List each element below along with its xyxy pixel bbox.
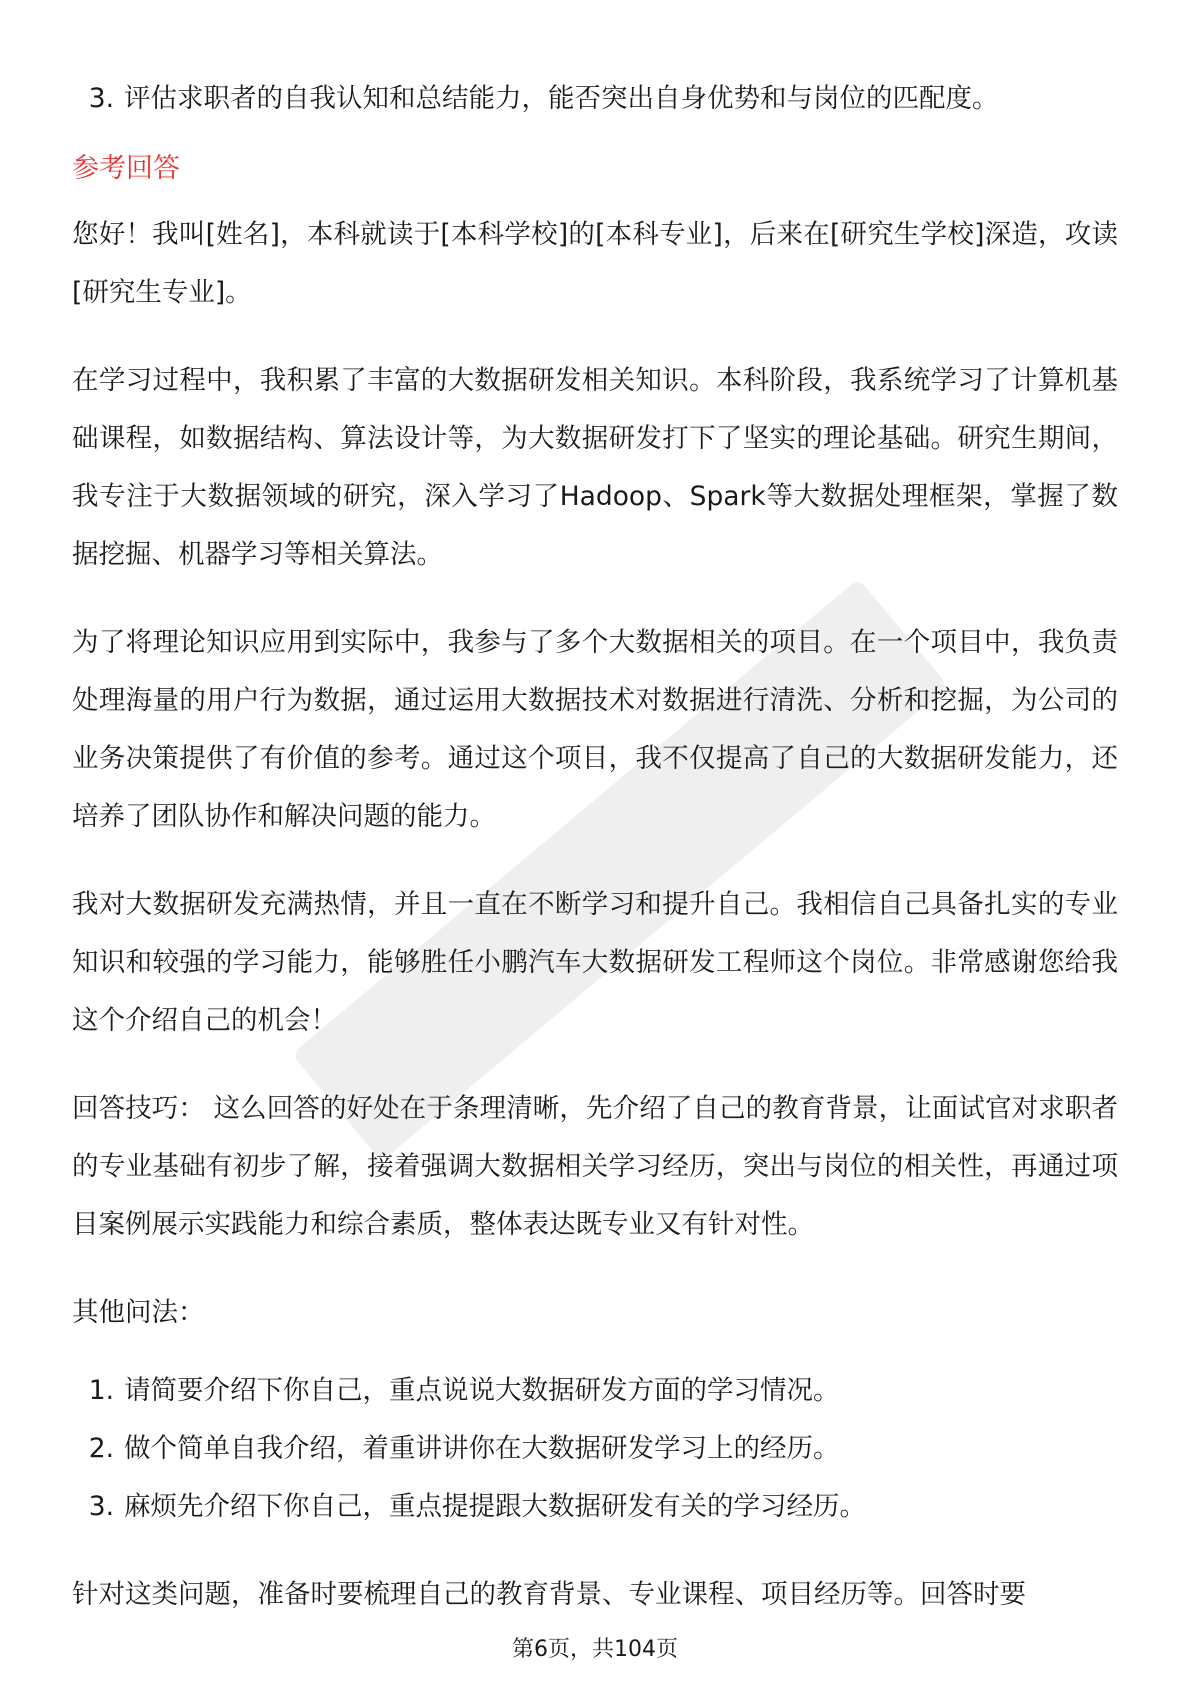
answer-paragraph: 为了将理论知识应用到实际中，我参与了多个大数据相关的项目。在一个项目中，我负责处理海量的用户行为数据，通过运用大数据技术对数据进行清洗、分析和挖掘，为公司的业务决策提供了有价值的参考。通过这个项目，我不仅提高了自己的大数据研发能力，还培养了团队协作和解决问题的能力。	[72, 627, 1118, 832]
evaluation-list	[72, 70, 1118, 128]
list-item	[72, 1362, 1118, 1420]
answer-tips: 回答技巧： 这么回答的好处在于条理清晰，先介绍了自己的教育背景，让面试官对求职者的专业基础有初步了解，接着强调大数据相关学习经历，突出与岗位的相关性，再通过项目案例展示实践能力和综合素质，整体表达既专业又有针对性。	[72, 1093, 1118, 1240]
answer-paragraph: 在学习过程中，我积累了丰富的大数据研发相关知识。本科阶段，我系统学习了计算机基础课程，如数据结构、算法设计等，为大数据研发打下了坚实的理论基础。研究生期间，我专注于大数据领域的研究，深入学习了Hadoop、Spark等大数据处理框架，掌握了数据挖掘、机器学习等相关算法。	[72, 365, 1118, 570]
list-number: 2.	[88, 1433, 114, 1464]
answer-paragraph: 我对大数据研发充满热情，并且一直在不断学习和提升自己。我相信自己具备扎实的专业知识和较强的学习能力，能够胜任小鹏汽车大数据研发工程师这个岗位。非常感谢您给我这个介绍自己的机会！	[72, 889, 1118, 1036]
list-item	[72, 70, 1118, 128]
list-text: 请简要介绍下你自己，重点说说大数据研发方面的学习情况。	[124, 1375, 840, 1406]
list-number: 3.	[88, 83, 114, 114]
answer-paragraph: 您好！我叫[姓名]，本科就读于[本科学校]的[本科专业]，后来在[研究生学校]深造，攻读[研究生专业]。	[72, 219, 1118, 308]
page-footer: 第6页，共104页	[512, 1637, 678, 1662]
list-item	[72, 1478, 1118, 1536]
list-number: 3.	[88, 1491, 114, 1522]
section-heading: 参考回答	[72, 153, 180, 184]
list-text: 做个简单自我介绍，着重讲讲你在大数据研发学习上的经历。	[124, 1433, 840, 1464]
list-item	[72, 1420, 1118, 1478]
other-questions-list	[72, 1362, 1118, 1536]
list-text: 麻烦先介绍下你自己，重点提提跟大数据研发有关的学习经历。	[124, 1491, 866, 1522]
list-text: 评估求职者的自我认知和总结能力，能否突出自身优势和与岗位的匹配度。	[124, 83, 999, 114]
page-content	[72, 70, 1118, 1624]
closing-paragraph: 针对这类问题，准备时要梳理自己的教育背景、专业课程、项目经历等。回答时要	[72, 1579, 1026, 1610]
list-number: 1.	[88, 1375, 114, 1406]
other-questions-label: 其他问法：	[72, 1297, 205, 1328]
